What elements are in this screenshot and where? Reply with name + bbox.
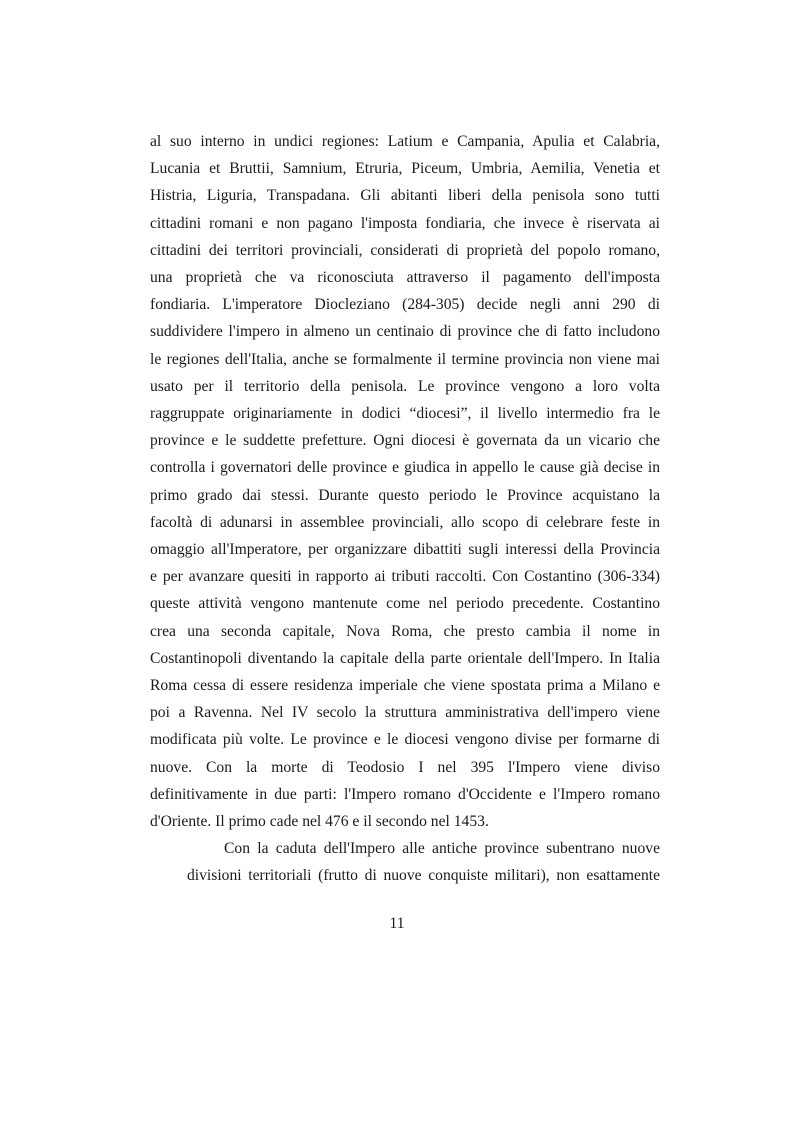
text-line: suddividere l'impero in almeno un centinaio di province che di fatto includono xyxy=(150,323,660,341)
text-line: definitivamente in due parti: l'Impero romano d'Occidente e l'Impero romano xyxy=(150,785,660,803)
text-line: fondiaria. L'imperatore Diocleziano (284-305) decide negli anni 290 di xyxy=(150,296,660,314)
text-line: cittadini romani e non pagano l'imposta fondiaria, che invece è riservata ai xyxy=(150,214,660,232)
text-line: facoltà di adunarsi in assemblee provinciali, allo scopo di celebrare feste in xyxy=(150,513,660,531)
page-number: 11 xyxy=(389,915,405,932)
text-line: Lucania et Bruttii, Samnium, Etruria, Piceum, Umbria, Aemilia, Venetia et xyxy=(150,160,660,178)
text-line: Costantinopoli diventando la capitale della parte orientale dell'Impero. In Italia xyxy=(150,649,660,667)
text-line: e per avanzare quesiti in rapporto ai tributi raccolti. Con Costantino (306-334) xyxy=(150,568,660,586)
text-line: province e le suddette prefetture. Ogni diocesi è governata da un vicario che xyxy=(150,432,660,450)
paragraph-2 xyxy=(150,835,660,889)
text-line: Histria, Liguria, Transpadana. Gli abitanti liberi della penisola sono tutti xyxy=(150,187,660,205)
text-line: omaggio all'Imperatore, per organizzare dibattiti sugli interessi della Provincia xyxy=(150,541,660,559)
text-line: crea una seconda capitale, Nova Roma, che presto cambia il nome in xyxy=(150,622,660,640)
text-line: Roma cessa di essere residenza imperiale che viene spostata prima a Milano e xyxy=(150,677,660,695)
text-line: raggruppate originariamente in dodici “diocesi”, il livello intermedio fra le xyxy=(150,405,660,423)
text-line: controlla i governatori delle province e giudica in appello le cause già decise in xyxy=(150,459,660,477)
text-line: d'Oriente. Il primo cade nel 476 e il secondo nel 1453. xyxy=(150,813,489,831)
text-line: queste attività vengono mantenute come nel periodo precedente. Costantino xyxy=(150,595,660,613)
text-line: primo grado dai stessi. Durante questo periodo le Province acquistano la xyxy=(150,486,660,504)
text-line: divisioni territoriali (frutto di nuove conquiste militari), non esattamente xyxy=(187,867,660,885)
text-line: modificata più volte. Le province e le diocesi vengono divise per formarne di xyxy=(150,731,660,749)
text-line: una proprietà che va riconosciuta attraverso il pagamento dell'imposta xyxy=(150,269,660,287)
text-line: nuove. Con la morte di Teodosio I nel 395 l'Impero viene diviso xyxy=(150,758,660,776)
text-line: le regiones dell'Italia, anche se formalmente il termine provincia non viene mai xyxy=(150,350,660,368)
text-line: al suo interno in undici regiones: Latium e Campania, Apulia et Calabria, xyxy=(150,133,660,150)
page-body xyxy=(150,128,660,890)
text-line: poi a Ravenna. Nel IV secolo la struttura amministrativa dell'impero viene xyxy=(150,704,660,722)
text-line: cittadini dei territori provinciali, considerati di proprietà del popolo romano, xyxy=(150,241,660,259)
text-line: usato per il territorio della penisola. Le province vengono a loro volta xyxy=(150,377,660,395)
paragraph-1 xyxy=(150,128,660,835)
text-line: Con la caduta dell'Impero alle antiche province subentrano nuove xyxy=(224,840,660,858)
